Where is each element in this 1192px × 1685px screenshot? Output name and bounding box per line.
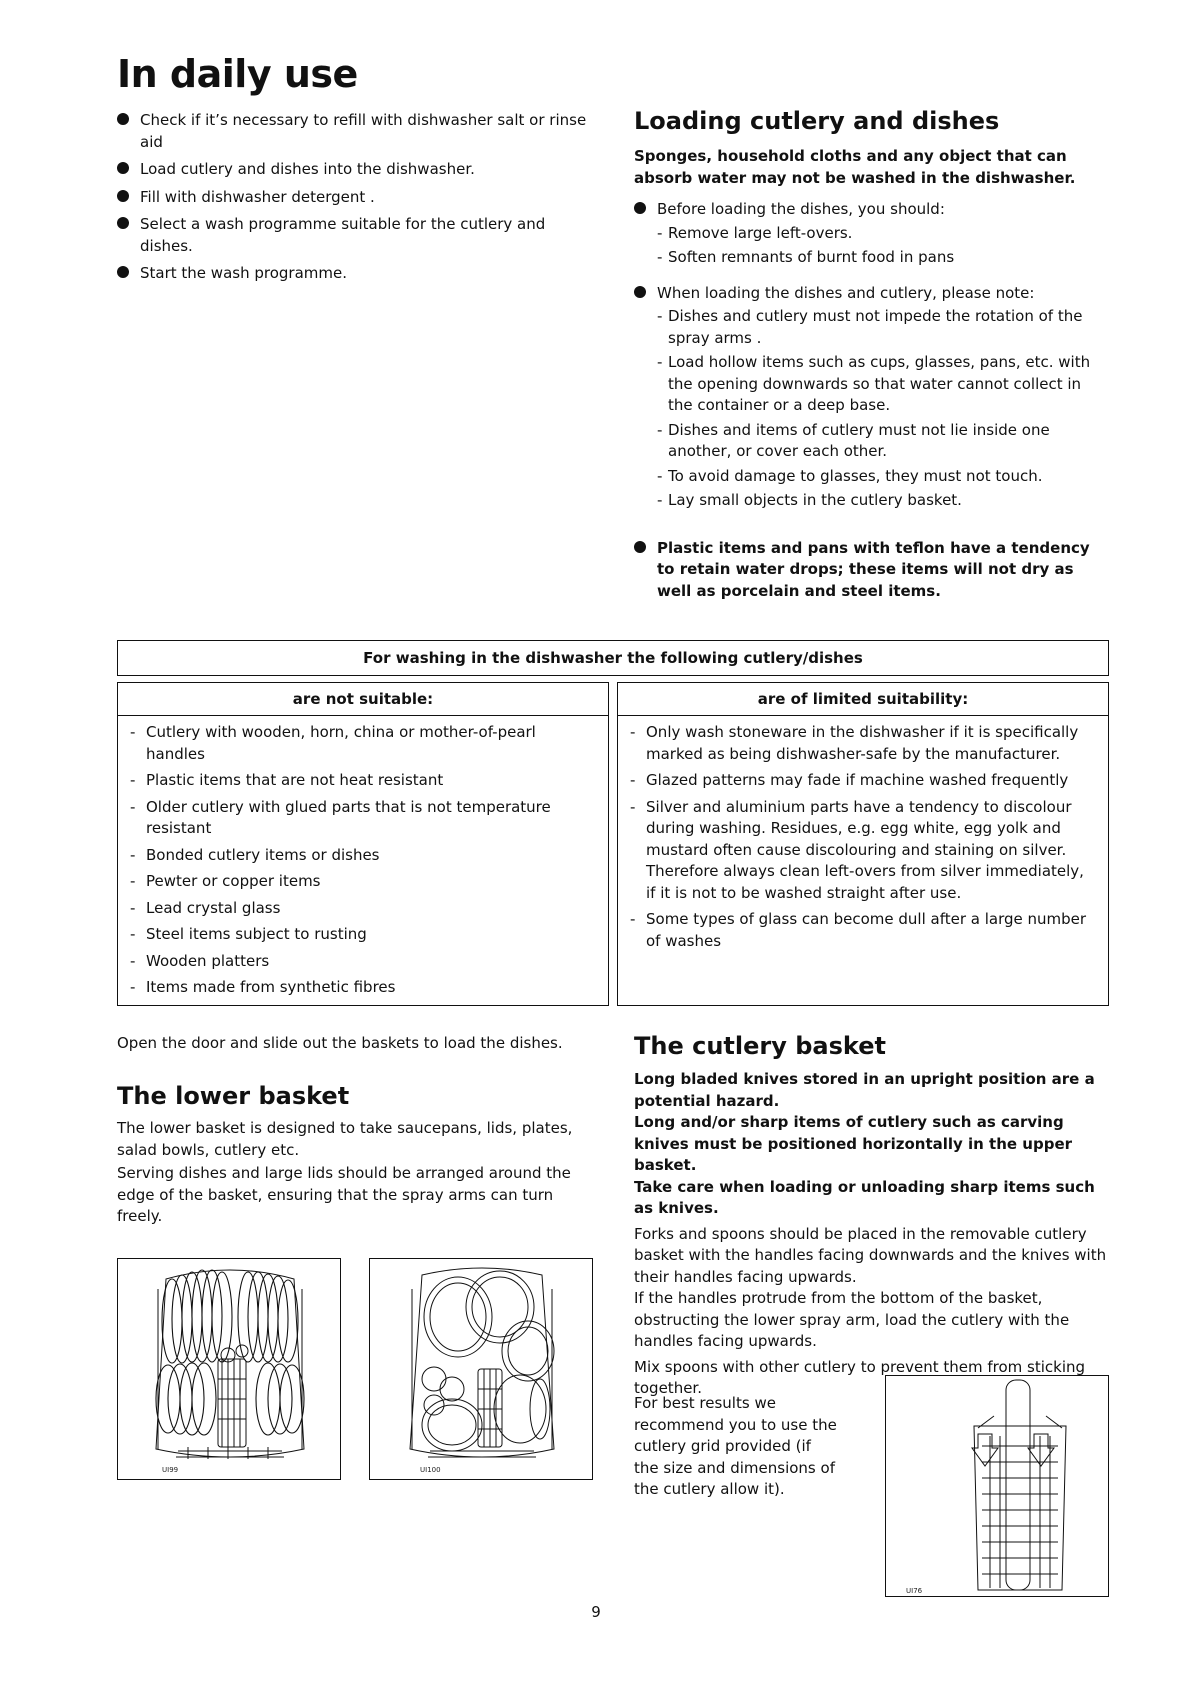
list-item: - Bonded cutlery items or dishes: [130, 845, 380, 864]
cutlery-grid-illustration: [886, 1376, 1109, 1597]
loading-heading: Loading cutlery and dishes: [634, 107, 1000, 135]
list-item: - Some types of glass can become dull after a large number of washes: [630, 910, 1087, 950]
plates-basket-illustration: [118, 1259, 341, 1480]
figure-code: UI100: [420, 1466, 441, 1474]
lower-basket-text-2: Serving dishes and large lids should be arranged around the edge of the basket, ensuring that the spray arms can turn freely.: [117, 1164, 571, 1225]
list-item: - Only wash stoneware in the dishwasher if it is specifically marked as being dishwasher-safe by the manufacturer.: [630, 723, 1079, 763]
lower-basket-text-1: The lower basket is designed to take saucepans, lids, plates, salad bowls, cutlery etc.: [117, 1119, 573, 1159]
lower-basket-plates-figure: [117, 1258, 341, 1480]
list-item: - Cutlery with wooden, horn, china or mother-of-pearl handles: [130, 723, 536, 763]
page-title: In daily use: [117, 52, 358, 96]
bullet-icon: [634, 286, 646, 298]
list-item: Before loading the dishes, you should: - Remove large left-overs. - Soften remnants of burnt food in pans: [634, 199, 1104, 269]
cutlery-basket-section: [634, 1031, 1110, 1400]
list-item: - Pewter or copper items: [130, 872, 321, 890]
not-suitable-heading: are not suitable:: [118, 683, 608, 716]
cutlery-text-2: If the handles protrude from the bottom of the basket, obstructing the lower spray arm, load the cutlery with the handles facing upwards.: [634, 1289, 1070, 1350]
cutlery-grid-text: For best results we recommend you to use the cutlery grid provided (if the size and dimensions of the cutlery allow it).: [634, 1394, 837, 1498]
bullet-icon: [634, 541, 646, 553]
before-loading-list: [657, 223, 1104, 269]
list-item: - Lay small objects in the cutlery basket.: [657, 491, 962, 509]
list-item: - Glazed patterns may fade if machine washed frequently: [630, 771, 1069, 789]
loading-section: [634, 106, 1104, 608]
list-item: - Dishes and items of cutlery must not lie inside one another, or cover each other.: [657, 420, 1050, 460]
not-suitable-list: [118, 716, 608, 999]
limited-suitability-list: [618, 716, 1108, 952]
list-item: - To avoid damage to glasses, they must not touch.: [657, 466, 1043, 485]
figure-code: UI76: [906, 1587, 923, 1595]
cutlery-basket-heading: The cutlery basket: [634, 1032, 886, 1060]
bullet-icon: [634, 202, 646, 214]
loading-notes-list: [634, 199, 1104, 602]
lower-basket-pans-figure: [369, 1258, 593, 1480]
when-loading-list: [657, 306, 1104, 512]
limited-suitability-heading: are of limited suitability:: [618, 683, 1108, 716]
list-item: - Older cutlery with glued parts that is not temperature resistant: [130, 797, 551, 837]
list-item: Fill with dishwasher detergent .: [117, 187, 587, 209]
list-item: - Lead crystal glass: [130, 898, 281, 917]
list-item: - Steel items subject to rusting: [130, 925, 367, 943]
list-item: - Plastic items that are not heat resistant: [130, 771, 444, 789]
list-item: - Wooden platters: [130, 951, 270, 970]
page-number: 9: [591, 1603, 601, 1621]
list-item: - Load hollow items such as cups, glasses, pans, etc. with the opening downwards so that water cannot collect in the container or a deep base.: [657, 353, 1091, 414]
cutlery-warning-1: Long bladed knives stored in an upright position are a potential hazard.: [634, 1070, 1095, 1110]
open-door-text: Open the door and slide out the baskets to load the dishes.: [117, 1034, 563, 1052]
list-item: - Soften remnants of burnt food in pans: [657, 248, 955, 266]
figure-code: UI99: [162, 1466, 179, 1474]
bullet-icon: [117, 190, 129, 202]
cutlery-text-3: Mix spoons with other cutlery to prevent them from sticking together.: [634, 1357, 1086, 1397]
pans-basket-illustration: [370, 1259, 593, 1480]
table-heading: For washing in the dishwasher the following cutlery/dishes: [117, 640, 1109, 676]
list-item: - Remove large left-overs.: [657, 223, 853, 242]
limited-suitability-column: [617, 682, 1109, 1006]
lower-basket-heading: The lower basket: [117, 1082, 350, 1110]
list-item: - Silver and aluminium parts have a tendency to discolour during washing. Residues, e.g. egg white, egg yolk and mustard often cause discolouring and staining on silver. Therefore always clean left-overs from silver immediately, if it is not to be washed straight after use.: [630, 797, 1084, 902]
list-item: Check if it’s necessary to refill with dishwasher salt or rinse aid: [117, 110, 587, 153]
list-item: Start the wash programme.: [117, 263, 587, 285]
not-suitable-column: [117, 682, 609, 1006]
list-item: - Items made from synthetic fibres: [130, 978, 396, 996]
cutlery-warning-3: Take care when loading or unloading sharp items such as knives.: [634, 1177, 1095, 1217]
bullet-icon: [117, 113, 129, 125]
bullet-icon: [117, 217, 129, 229]
cutlery-warning-2: Long and/or sharp items of cutlery such as carving knives must be positioned horizontally in the upper basket.: [634, 1113, 1073, 1174]
bullet-icon: [117, 266, 129, 278]
intro-steps-list: [117, 110, 587, 291]
bullet-icon: [117, 162, 129, 174]
list-item: When loading the dishes and cutlery, please note: - Dishes and cutlery must not impede the rotation of the spray arms . - Load hollow items such as cups, glasses, pans, etc. with the opening downwards so that water cannot collect in the container or a deep base. - Dishes and items of cutlery must not lie inside one another, or cover each other. - To avoid damage to glasses, they must not touch. - Lay small objects in the cutlery basket.: [634, 283, 1104, 512]
cutlery-text-1: Forks and spoons should be placed in the removable cutlery basket with the handles facing downwards and the knives with their handles facing upwards.: [634, 1224, 1107, 1286]
loading-warning: Sponges, household cloths and any object that can absorb water may not be washed in the dishwasher.: [634, 147, 1076, 187]
list-item: Load cutlery and dishes into the dishwasher.: [117, 159, 587, 181]
list-item: - Dishes and cutlery must not impede the rotation of the spray arms .: [657, 307, 1083, 347]
cutlery-basket-figure: [885, 1375, 1109, 1597]
list-item: Select a wash programme suitable for the cutlery and dishes.: [117, 214, 587, 257]
list-item: Plastic items and pans with teflon have a tendency to retain water drops; these items will not dry as well as porcelain and steel items.: [634, 538, 1104, 603]
